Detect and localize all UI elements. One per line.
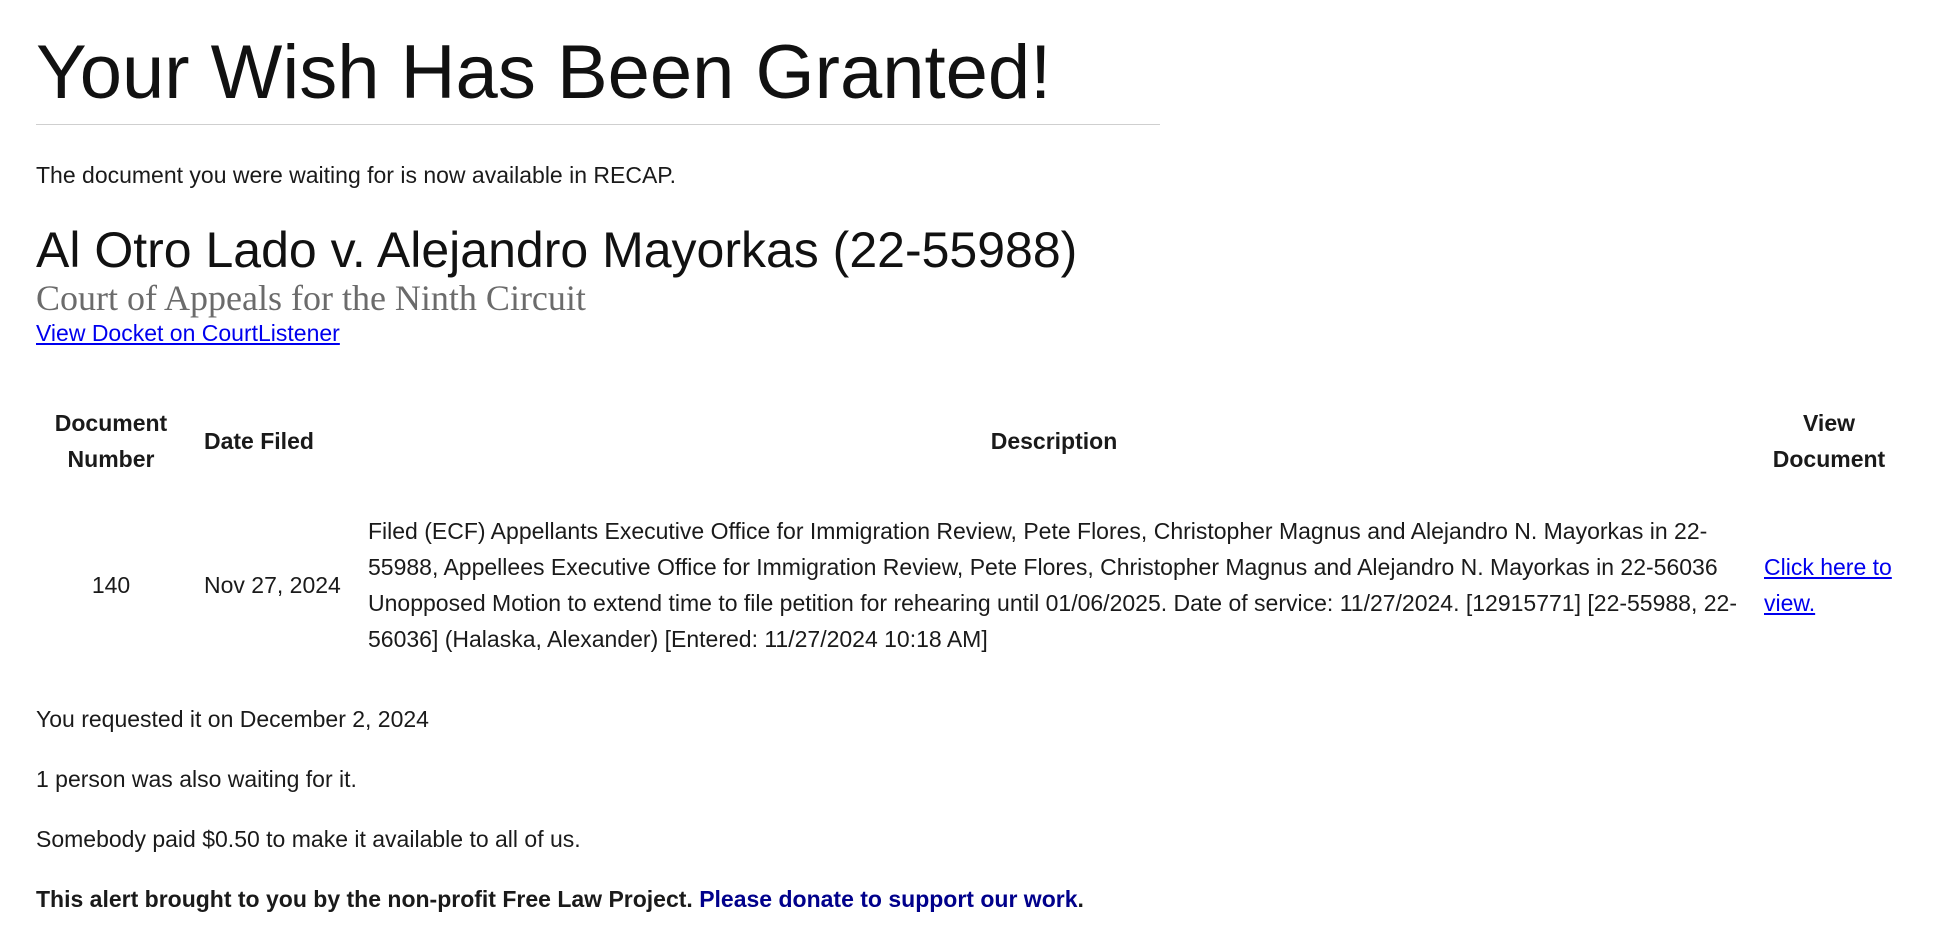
date-filed: Nov 27, 2024 <box>204 572 341 598</box>
table-header-row <box>30 391 1906 491</box>
document-number: 140 <box>91 572 131 598</box>
view-document-link[interactable]: Click here to view. <box>1764 554 1892 616</box>
court-name: Court of Appeals for the Ninth Circuit <box>36 278 586 318</box>
waiting-count-text: 1 person was also waiting for it. <box>36 766 357 792</box>
payment-text: Somebody paid $0.50 to make it available to all of us. <box>36 826 581 852</box>
table-row <box>30 491 1906 667</box>
header-description: Description <box>990 428 1118 454</box>
page-title: Your Wish Has Been Granted! <box>36 0 1160 125</box>
document-description: Filed (ECF) Appellants Executive Office for Immigration Review, Pete Flores, Christopher Magnus and Alejandro N. Mayorkas in 22-55988, Appellees Executive Office for Immigration Review, Pete Flores, Christopher Magnus and Alejandro N. Mayorkas in 22-56036 Unopposed Motion to extend time to file petition for rehearing until 01/06/2025. Date of service: 11/27/2024. [12915771] [22-55988, 22-56036] (Halaska, Alexander) [Entered: 11/27/2024 10:18 AM] <box>368 518 1737 652</box>
header-view-document: View Document <box>1772 410 1886 472</box>
intro-text: The document you were waiting for is now available in RECAP. <box>36 162 677 188</box>
header-date-filed: Date Filed <box>204 428 314 454</box>
view-document-cell <box>1752 491 1906 667</box>
footer-text <box>36 883 1902 915</box>
documents-table <box>30 391 1906 667</box>
view-docket-link[interactable]: View Docket on CourtListener <box>36 320 340 346</box>
donate-link[interactable]: Please donate to support our work <box>699 886 1078 912</box>
footer-attribution: This alert brought to you by the non-profit Free Law Project. <box>36 886 693 912</box>
header-document-number: Document Number <box>54 410 168 472</box>
footer-period: . <box>1077 886 1084 912</box>
requested-date-text: You requested it on December 2, 2024 <box>36 706 429 732</box>
case-title: Al Otro Lado v. Alejandro Mayorkas (22-55988) <box>36 222 1078 278</box>
